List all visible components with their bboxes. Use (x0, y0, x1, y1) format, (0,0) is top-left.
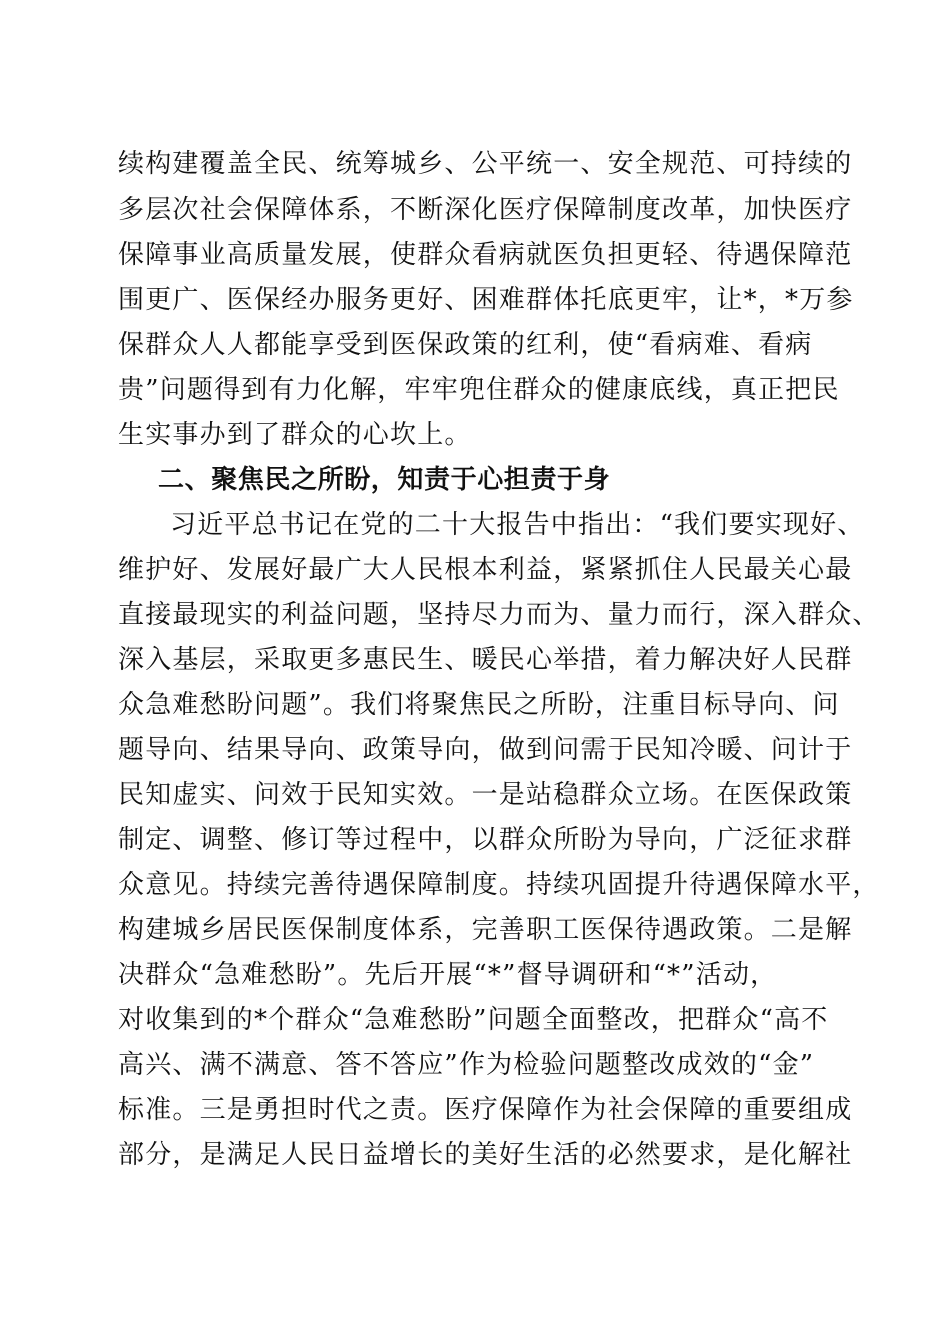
body-line: 众急难愁盼问题”。我们将聚焦民之所盼，注重目标导向、问 (118, 690, 840, 720)
body-line: 维护好、发展好最广大人民根本利益，紧紧抓住人民最关心最 (118, 555, 853, 585)
body-line: 众意见。持续完善待遇保障制度。持续巩固提升待遇保障水平， (118, 870, 880, 900)
section-heading: 二、聚焦民之所盼，知责于心担责于身 (158, 465, 611, 495)
body-line: 保群众人人都能享受到医保政策的红利，使“看病难、看病 (118, 330, 813, 360)
body-line: 直接最现实的利益问题，坚持尽力而为、量力而行，深入群众、 (118, 600, 880, 630)
body-line: 对收集到的*个群众“急难愁盼”问题全面整改，把群众“高不 (118, 1005, 829, 1035)
body-line: 决群众“急难愁盼”。先后开展“*”督导调研和“*”活动， (118, 960, 778, 990)
body-line: 贵”问题得到有力化解，牢牢兜住群众的健康底线，真正把民 (118, 375, 840, 405)
body-line: 保障事业高质量发展，使群众看病就医负担更轻、待遇保障范 (118, 240, 853, 270)
body-line: 制定、调整、修订等过程中，以群众所盼为导向，广泛征求群 (118, 825, 853, 855)
body-line: 题导向、结果导向、政策导向，做到问需于民知冷暖、问计于 (118, 735, 853, 765)
body-line: 部分，是满足人民日益增长的美好生活的必然要求，是化解社 (118, 1140, 853, 1170)
paragraph-first-line: 习近平总书记在党的二十大报告中指出：“我们要实现好、 (170, 510, 865, 540)
body-line: 续构建覆盖全民、统筹城乡、公平统一、安全规范、可持续的 (118, 149, 853, 179)
body-line: 标准。三是勇担时代之责。医疗保障作为社会保障的重要组成 (118, 1095, 853, 1125)
body-line: 高兴、满不满意、答不答应”作为检验问题整改成效的“金” (118, 1050, 815, 1080)
body-line: 生实事办到了群众的心坎上。 (118, 420, 472, 450)
body-line: 多层次社会保障体系，不断深化医疗保障制度改革，加快医疗 (118, 195, 853, 225)
body-line: 围更广、医保经办服务更好、困难群体托底更牢，让*，*万参 (118, 285, 854, 315)
body-line: 构建城乡居民医保制度体系，完善职工医保待遇政策。二是解 (118, 915, 853, 945)
body-line: 民知虚实、问效于民知实效。一是站稳群众立场。在医保政策 (118, 780, 853, 810)
body-line: 深入基层，采取更多惠民生、暖民心举措，着力解决好人民群 (118, 645, 853, 675)
